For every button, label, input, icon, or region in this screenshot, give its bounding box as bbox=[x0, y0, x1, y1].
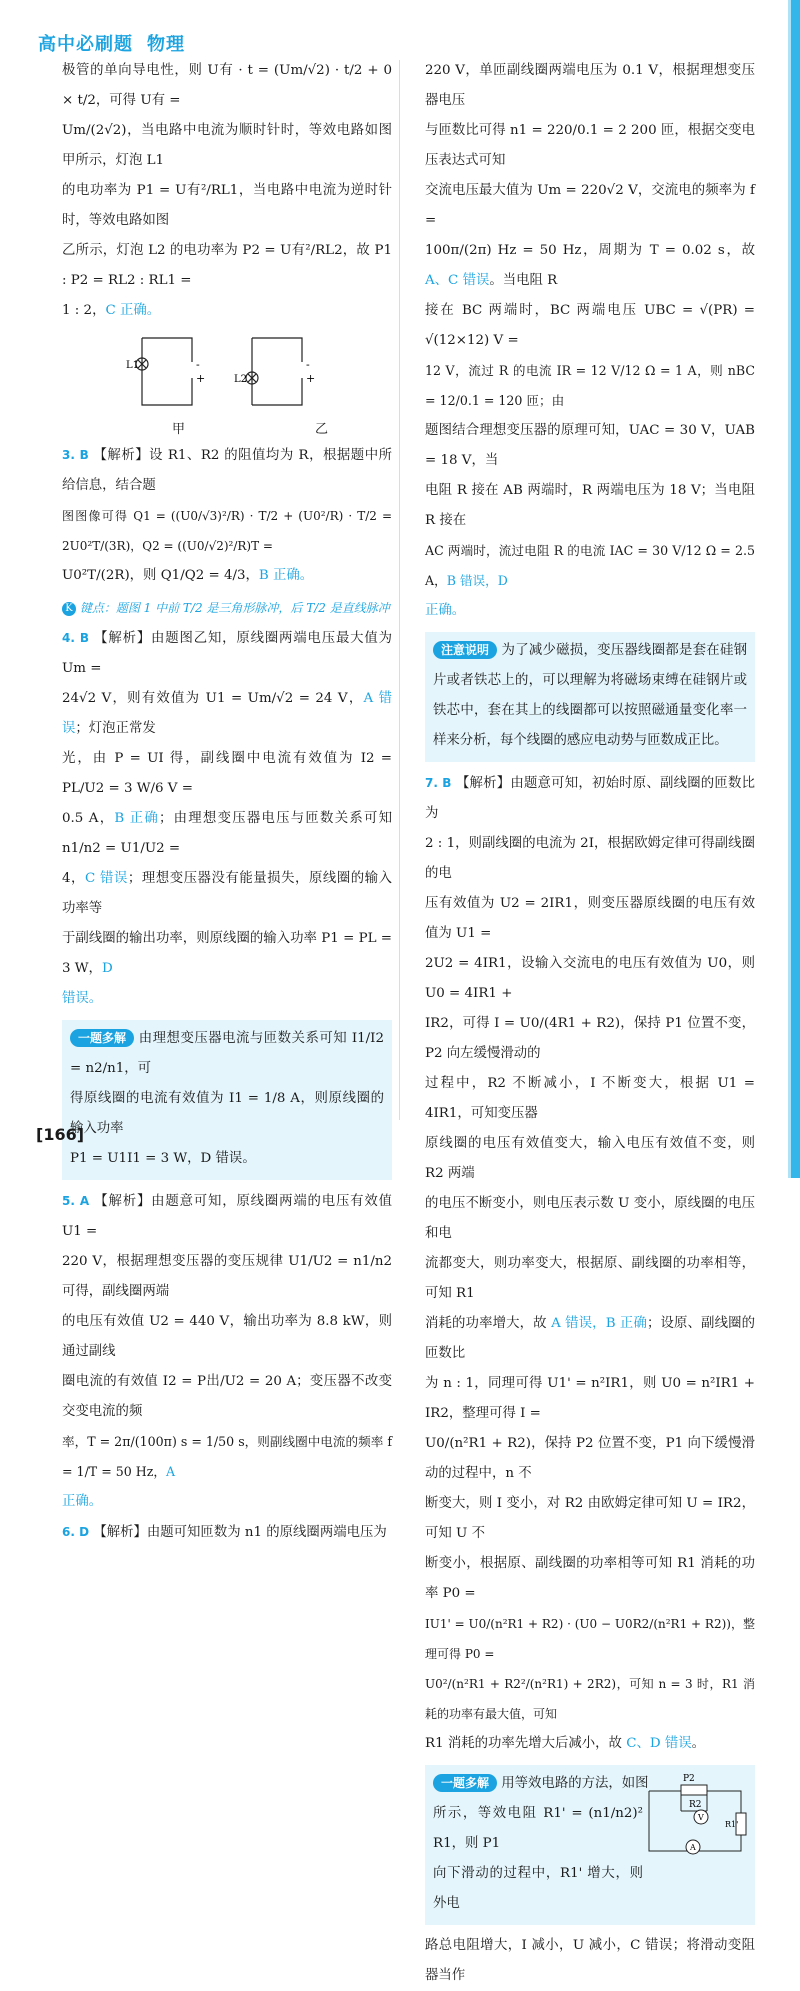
subject-title: 物理 bbox=[147, 34, 185, 55]
circuit-label-p2: P2 bbox=[683, 1774, 695, 1784]
question-7 bbox=[425, 768, 755, 829]
question-number: 5. A bbox=[62, 1194, 90, 1208]
text-line: 过程中，R2 不断减小，I 不断变大，根据 U1 = 4IR1，可知变压器 bbox=[425, 1076, 755, 1121]
ammeter-label: A bbox=[690, 1843, 696, 1852]
text-span: 【解析】由题可知匝数为 n1 的原线圈两端电压为 bbox=[93, 1525, 387, 1540]
attention-badge: 注意说明 bbox=[433, 641, 497, 659]
text-span: 4， bbox=[62, 871, 85, 886]
text-line: 流都变大，则功率变大，根据原、副线圈的功率相等，可知 R1 bbox=[425, 1256, 755, 1301]
column-divider bbox=[399, 60, 400, 1120]
text-line bbox=[425, 1309, 755, 1369]
question-3 bbox=[62, 440, 392, 501]
text-span: U0²T/(2R)，则 Q1/Q2 = 4/3， bbox=[62, 568, 259, 583]
text-span: 用等效电路的方法，如图 bbox=[501, 1776, 649, 1791]
text-span: 由理想变压器电流与匝数关系可知 I1/I2 = n2/n1，可 bbox=[70, 1031, 384, 1076]
text-line bbox=[62, 561, 392, 591]
text-span: R1 消耗的功率先增大后减小，故 bbox=[425, 1736, 627, 1751]
text-line: P1 = U1I1 = 3 W，D 错误。 bbox=[70, 1151, 256, 1166]
text-line: 220 V，根据理想变压器的变压规律 U1/U2 = n1/n2 可得，副线圈两端 bbox=[62, 1254, 392, 1299]
text-line: 交流电压最大值为 Um = 220√2 V，交流电的频率为 f = bbox=[425, 183, 755, 228]
answer-mark: C、D 错误 bbox=[626, 1736, 692, 1751]
terminal-minus: - bbox=[306, 358, 310, 371]
answer-mark: B 正确 bbox=[114, 811, 160, 826]
multi-solution-badge: 一题多解 bbox=[433, 1774, 497, 1792]
text-line: 圈电流的有效值 I2 = P出/U2 = 20 A；变压器不改变交变电流的频 bbox=[62, 1374, 392, 1419]
lamp-label-l1: L1 bbox=[126, 360, 140, 371]
question-number: 3. B bbox=[62, 448, 89, 462]
text-line: 与匝数比可得 n1 = 220/0.1 = 2 200 匝，根据交变电压表达式可知 bbox=[425, 123, 755, 168]
text-line: 原线圈的电压有效值变大，输入电压有效值不变，则 R2 两端 bbox=[425, 1136, 755, 1181]
answer-mark: B 正确。 bbox=[258, 568, 314, 583]
text-span: 【解析】设 R1、R2 的阻值均为 R，根据题中所给信息，结合题 bbox=[62, 448, 392, 493]
terminal-plus: + bbox=[306, 372, 316, 385]
text-span: 1 : 2， bbox=[62, 303, 106, 318]
terminal-minus: - bbox=[196, 358, 200, 371]
text-line bbox=[433, 636, 747, 756]
answer-mark: C 正确。 bbox=[105, 303, 161, 318]
text-line: U0²/(n²R1 + R2²/(n²R1) + 2R2)，可知 n = 3 时，R1 消耗的功率有最大值，可知 bbox=[425, 1677, 755, 1721]
text-span: ；灯泡正常发 bbox=[75, 721, 156, 736]
text-line: 极管的单向导电性，则 U有 · t = (Um/√2) · t/2 + 0 × t/2，可得 U有 = bbox=[62, 63, 392, 108]
question-number: 6. D bbox=[62, 1525, 90, 1539]
answer-mark: D bbox=[101, 961, 113, 976]
text-line bbox=[425, 236, 755, 296]
page-number: [ 166 ] bbox=[36, 1120, 84, 1150]
answer-mark: C 错误 bbox=[85, 871, 128, 886]
text-line: 2 : 1，则副线圈的电流为 2I，根据欧姆定律可得副线圈的电 bbox=[425, 836, 755, 881]
text-line bbox=[425, 1729, 755, 1759]
text-span: 100π/(2π) Hz = 50 Hz，周期为 T = 0.02 s，故 bbox=[425, 243, 755, 258]
text-span: 率，T = 2π/(100π) s = 1/50 s，则副线圈中电流的频率 f = 1/T = 50 Hz， bbox=[62, 1434, 392, 1479]
text-line: 向下滑动的过程中，R1' 增大，则外电 bbox=[433, 1866, 643, 1911]
text-line: 压有效值为 U2 = 2IR1，则变压器原线圈的电压有效值为 U1 = bbox=[425, 896, 755, 941]
text-span: 【解析】由题意可知，原线圈两端的电压有效值 U1 = bbox=[62, 1194, 393, 1239]
left-column bbox=[62, 56, 392, 1548]
key-icon: K bbox=[62, 602, 76, 616]
attention-note-box bbox=[425, 632, 755, 762]
text-span: 消耗的功率增大，故 bbox=[425, 1316, 552, 1331]
side-strip bbox=[788, 0, 800, 1178]
answer-mark: B 错误，D bbox=[446, 573, 508, 588]
multi-solution-box bbox=[425, 1765, 755, 1925]
text-line: 接在 BC 两端时，BC 两端电压 UBC = √(PR) = √(12×12) V = bbox=[425, 303, 755, 348]
text-line: Um/(2√2)，当电路中电流为顺时针时，等效电路如图甲所示，灯泡 L1 bbox=[62, 123, 392, 168]
question-5 bbox=[62, 1186, 392, 1247]
text-span: 。 bbox=[691, 1736, 706, 1751]
text-line bbox=[425, 536, 755, 596]
text-line: 2U2 = 4IR1，设输入交流电的电压有效值为 U0，则 U0 = 4IR1 + bbox=[425, 956, 755, 1001]
text-span: 【解析】由题图乙知，原线圈两端电压最大值为 Um = bbox=[62, 631, 393, 676]
text-line: IU1' = U0/(n²R1 + R2) · (U0 − U0R2/(n²R1 + R2))，整理可得 P0 = bbox=[425, 1617, 755, 1661]
answer-mark: A 错误，B 正确 bbox=[551, 1316, 647, 1331]
text-line bbox=[62, 1427, 392, 1487]
text-span: 24√2 V，则有效值为 U1 = Um/√2 = 24 V， bbox=[62, 691, 364, 706]
question-number: 4. B bbox=[62, 631, 90, 645]
text-span: 【解析】由题意可知，初始时原、副线圈的匝数比为 bbox=[425, 776, 756, 821]
text-line: 220 V，单匝副线圈两端电压为 0.1 V，根据理想变压器电压 bbox=[425, 63, 755, 108]
circuit-label-r2: R2 bbox=[689, 1800, 702, 1810]
text-line: 图图像可得 Q1 = ((U0/√3)²/R) · T/2 + (U0²/R) · T/2 = 2U0²T/(3R)，Q2 = ((U0/√2)²/R)T = bbox=[62, 509, 392, 553]
text-line: 的电压有效值 U2 = 440 V，输出功率为 8.8 kW，则通过副线 bbox=[62, 1314, 392, 1359]
answer-mark: A bbox=[166, 1464, 176, 1479]
keypoint-text: 键点：题图 1 中前 T/2 是三角形脉冲，后 T/2 是直线脉冲 bbox=[79, 601, 390, 615]
multi-solution-box bbox=[62, 1020, 392, 1180]
text-span: ；由理想变压器电压与匝数关系可知 n1/n2 = U1/U2 = bbox=[62, 811, 393, 856]
answer-mark: A 错误 bbox=[62, 691, 392, 736]
book-title: 高中必刷题 bbox=[38, 34, 133, 55]
text-span: ；设原、副线圈的匝数比 bbox=[425, 1316, 756, 1361]
figure-labels bbox=[62, 420, 392, 440]
question-4 bbox=[62, 623, 392, 684]
text-span: ；理想变压器没有能量损失，原线圈的输入功率等 bbox=[62, 871, 392, 916]
keypoint-note bbox=[62, 593, 392, 623]
terminal-plus: + bbox=[196, 372, 206, 385]
note-text: 为了减少磁损，变压器线圈都是套在硅钢片或者铁芯上的，可以理解为将磁场束缚在硅钢片或铁芯中，套在其上的线圈都可以按照磁通量变化率一样来分析，每个线圈的感应电动势与匝数成正比。 bbox=[433, 643, 748, 748]
text-line: 路总电阻增大，I 减小，U 减小，C 错误；将滑动变阻器当作 bbox=[425, 1938, 755, 1983]
text-line: 的电功率为 P1 = U有²/RL1，当电路中电流为逆时针时，等效电路如图 bbox=[62, 183, 392, 228]
equivalent-circuit-diagram bbox=[641, 1771, 751, 1861]
text-line: 为 n : 1，同理可得 U1' = n²IR1，则 U0 = n²IR1 + IR2，整理可得 I = bbox=[425, 1376, 755, 1421]
text-line: 题图结合理想变压器的原理可知，UAC = 30 V，UAB = 18 V，当 bbox=[425, 423, 755, 468]
text-span: 0.5 A， bbox=[62, 811, 115, 826]
equivalent-circuit-figure bbox=[102, 330, 322, 420]
text-line: 电阻 R 接在 AB 两端时，R 两端电压为 18 V；当电阻 R 接在 bbox=[425, 483, 755, 528]
lamp-label-l2: L2 bbox=[234, 374, 248, 385]
figure-label-a: 甲 bbox=[172, 422, 186, 437]
text-line: 得原线圈的电流有效值为 I1 = 1/8 A，则原线圈的输入功率 bbox=[70, 1091, 384, 1136]
text-line bbox=[70, 1024, 384, 1084]
text-line bbox=[62, 684, 392, 744]
text-line bbox=[62, 864, 392, 924]
text-line bbox=[62, 924, 392, 984]
circuit-label-r1: R1' bbox=[725, 1820, 739, 1829]
text-line: U0/(n²R1 + R2)，保持 P2 位置不变，P1 向下缓慢滑动的过程中，n 不 bbox=[425, 1436, 755, 1481]
text-line: 正确。 bbox=[425, 603, 466, 618]
question-6 bbox=[62, 1517, 392, 1548]
text-line bbox=[62, 296, 392, 326]
text-line: 正确。 bbox=[62, 1494, 103, 1509]
figure-label-b: 乙 bbox=[315, 422, 329, 437]
multi-solution-badge: 一题多解 bbox=[70, 1029, 134, 1047]
question-number: 7. B bbox=[425, 776, 452, 790]
text-line: 的电压不断变小，则电压表示数 U 变小，原线圈的电压和电 bbox=[425, 1196, 755, 1241]
text-line: 12 V，流过 R 的电流 IR = 12 V/12 Ω = 1 A，则 nBC = 12/0.1 = 120 匝；由 bbox=[425, 363, 755, 408]
answer-mark: A、C 错误 bbox=[425, 273, 490, 288]
text-line: 错误。 bbox=[62, 991, 103, 1006]
text-line: 断变小，根据原、副线圈的功率相等可知 R1 消耗的功率 P0 = bbox=[425, 1556, 755, 1601]
text-span: 。当电阻 R bbox=[489, 273, 558, 288]
text-span: 于副线圈的输出功率，则原线圈的输入功率 P1 = PL = 3 W， bbox=[62, 931, 392, 976]
right-column bbox=[425, 56, 755, 1991]
voltmeter-label: V bbox=[698, 1813, 704, 1822]
text-line: 所示，等效电阻 R1' = (n1/n2)² R1，则 P1 bbox=[433, 1806, 643, 1851]
text-line: 断变大，则 I 变小，对 R2 由欧姆定律可知 U = IR2，可知 U 不 bbox=[425, 1496, 755, 1541]
text-span: AC 两端时，流过电阻 R 的电流 IAC = 30 V/12 Ω = 2.5 A， bbox=[425, 543, 755, 588]
text-line: IR2，可得 I = U0/(4R1 + R2)，保持 P1 位置不变，P2 向左缓慢滑动的 bbox=[425, 1016, 755, 1061]
text-line: 光，由 P = UI 得，副线圈中电流有效值为 I2 = PL/U2 = 3 W/6 V = bbox=[62, 751, 392, 796]
text-line bbox=[62, 804, 392, 864]
text-line: 乙所示，灯泡 L2 的电功率为 P2 = U有²/RL2，故 P1 : P2 = RL2 : RL1 = bbox=[62, 243, 392, 288]
